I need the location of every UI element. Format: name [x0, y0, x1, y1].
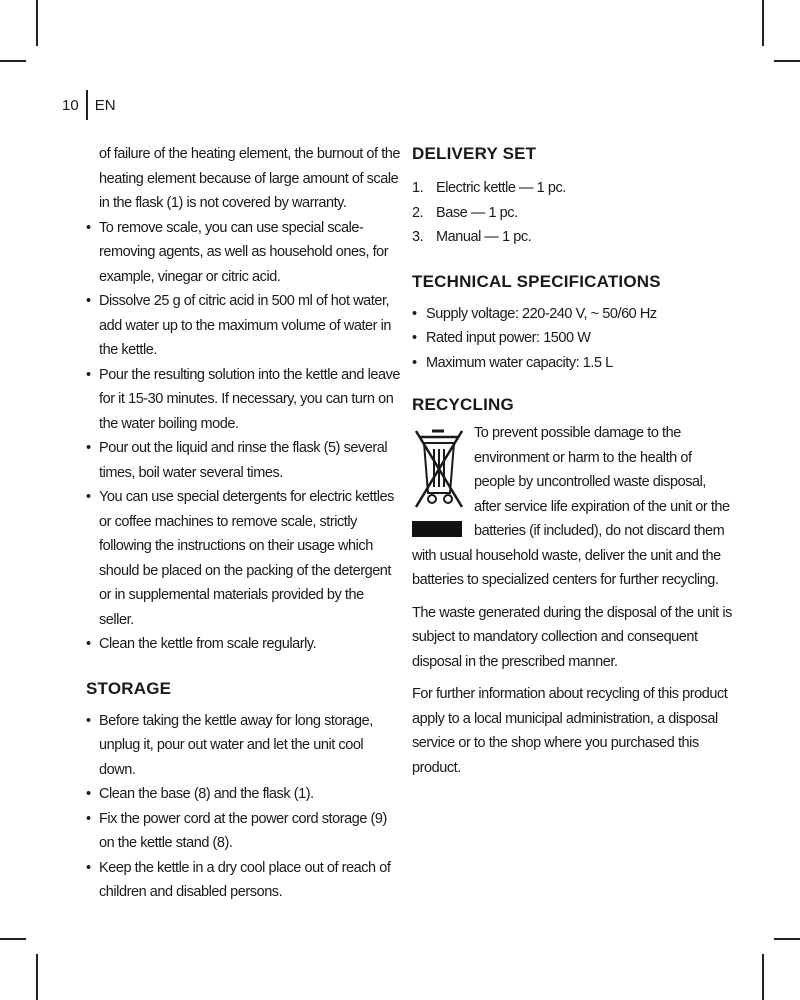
recycling-paragraph: The waste generated during the disposal of the unit is subject to mandatory collection and consequent disposal in the prescribed manner. [412, 604, 732, 670]
list-item: • Fix the power cord at the power cord storage (9) on the kettle stand (8). [86, 807, 402, 856]
crossed-out-wheelie-bin-icon [412, 425, 468, 543]
crop-mark [36, 0, 38, 46]
right-column [412, 142, 734, 780]
list-item: • Dissolve 25 g of citric acid in 500 ml of hot water, add water up to the maximum volume of water in the kettle. [86, 289, 402, 363]
list-item: • You can use special detergents for electric kettles or coffee machines to remove scale, strictly following the instructions on their usage which should be placed on the packing of the detergent or in supplemental materials provided by the seller. [86, 485, 402, 632]
descale-list [86, 216, 402, 657]
list-item: • Supply voltage: 220-240 V, ~ 50/60 Hz [412, 302, 734, 327]
list-item: • Rated input power: 1500 W [412, 326, 734, 351]
list-item: • Clean the kettle from scale regularly. [86, 632, 402, 657]
crop-mark [0, 938, 26, 940]
crop-mark [0, 60, 26, 62]
crop-mark [762, 954, 764, 1000]
continuation-text: of failure of the heating element, the burnout of the heating element because of large amount of scale in the flask (1) is not covered by warranty. [99, 146, 401, 211]
list-item: • Clean the base (8) and the flask (1). [86, 782, 402, 807]
recycling-paragraph: To prevent possible damage to the environment or harm to the health of people by uncontrolled waste disposal, after service life expiration of the unit or the batteries (if included), do not discard them with usual household waste, deliver the unit and the batteries to specialized centers for further recycling. [412, 425, 730, 588]
list-item: 1. Electric kettle — 1 pc. [412, 180, 566, 196]
list-item: 2. Base — 1 pc. [412, 204, 518, 221]
crop-mark [774, 938, 800, 940]
list-item: • To remove scale, you can use special scale-removing agents, as well as household ones, for example, vinegar or citric acid. [86, 216, 402, 290]
language-code: EN [94, 96, 116, 114]
storage-list [86, 709, 402, 905]
crop-mark [762, 0, 764, 46]
crop-mark [36, 954, 38, 1000]
tech-specs-heading: TECHNICAL SPECIFICATIONS [412, 271, 661, 291]
recycling-block [412, 421, 734, 593]
crop-mark [774, 60, 800, 62]
recycling-paragraph: For further information about recycling of this product apply to a local municipal administration, a disposal service or to the shop where you purchased this product. [412, 686, 728, 776]
list-item: • Keep the kettle in a dry cool place out of reach of children and disabled persons. [86, 856, 402, 905]
tech-specs-list [412, 302, 734, 376]
delivery-heading: DELIVERY SET [412, 144, 537, 163]
left-column [86, 142, 402, 905]
list-item: • Maximum water capacity: 1.5 L [412, 351, 734, 376]
list-item: • Before taking the kettle away for long storage, unplug it, pour out water and let the unit cool down. [86, 709, 402, 783]
list-item: • Pour the resulting solution into the kettle and leave for it 15-30 minutes. If necessary, you can turn on the water boiling mode. [86, 363, 402, 437]
list-item: 3. Manual — 1 pc. [412, 229, 532, 245]
storage-heading: STORAGE [86, 678, 172, 698]
recycling-heading: RECYCLING [412, 395, 514, 414]
list-item: • Pour out the liquid and rinse the flask (5) several times, boil water several times. [86, 436, 402, 485]
page-header [62, 90, 116, 120]
delivery-list [412, 176, 734, 250]
page-number: 10 [62, 96, 79, 114]
